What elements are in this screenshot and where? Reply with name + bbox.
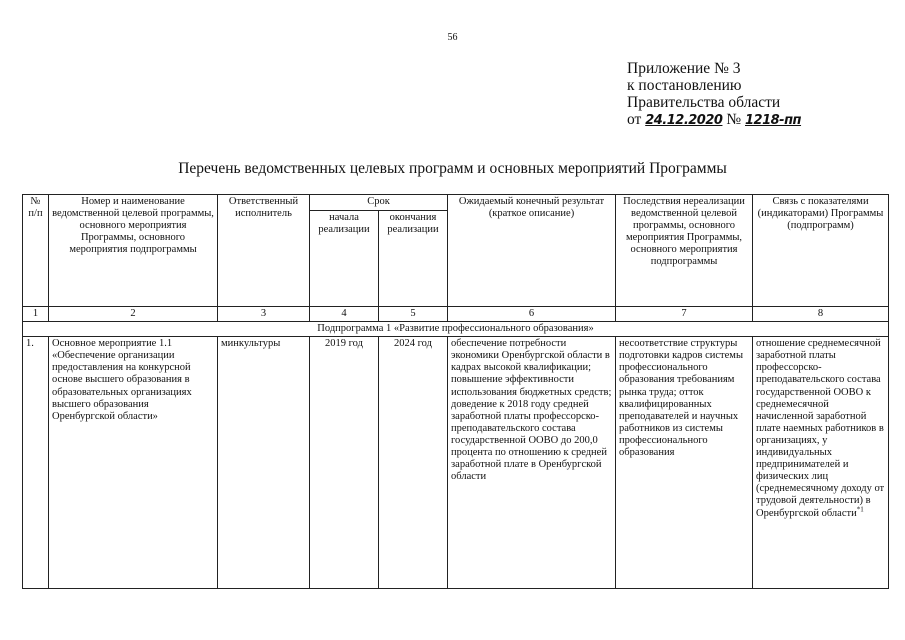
- link-text: отношение среднемесячной заработной платы профессорско-преподавательского состава государственной ООВО к среднемесячной начисленной заработной плате наемных работников в организациях, у индивидуальных предпринимателей и физических лиц (среднемесячному доходу от трудовой деятельности) в Оренбургской области: [756, 338, 885, 519]
- document-title: Перечень ведомственных целевых программ и основных мероприятий Программы: [178, 160, 727, 177]
- header-start: начала реализации: [310, 211, 379, 307]
- subprogram-title: Подпрограмма 1 «Развитие профессионального образования»: [23, 322, 889, 337]
- header-term: Срок: [310, 195, 448, 211]
- footnote-marker: *1: [856, 505, 864, 513]
- header-num: № п/п: [23, 195, 49, 307]
- cell-num: 1.: [23, 337, 49, 589]
- column-number: 6: [448, 307, 616, 322]
- column-number: 7: [616, 307, 753, 322]
- header-executor: Ответственный исполнитель: [218, 195, 310, 307]
- from-label: от: [627, 111, 642, 128]
- page-number: 56: [447, 32, 458, 43]
- number-label: №: [726, 111, 742, 128]
- header-row: [23, 195, 889, 211]
- cell-end: 2024 год: [379, 337, 448, 589]
- cell-name: Основное мероприятие 1.1 «Обеспечение организации предоставления на конкурсной основе высшего образования в образовательных организациях высшего образования Оренбургской области»: [49, 337, 218, 589]
- cell-consequences: несоответствие структуры подготовки кадров системы профессионального образования требованиям рынка труда; отток квалифицированных преподавателей и научных работников из системы профессионального образования: [616, 337, 753, 589]
- column-number: 3: [218, 307, 310, 322]
- column-number: 2: [49, 307, 218, 322]
- header-link: Связь с показателями (индикаторами) Программы (подпрограмм): [753, 195, 889, 307]
- cell-result: обеспечение потребности экономики Оренбургской области в кадрах высокой квалификации; повышение эффективности использования бюджетных средств; доведение к 2018 году средней заработной платы профессорско-преподавательского состава государственной ООВО до 200,0 процента по отношению к средней заработной плате в Оренбургской области: [448, 337, 616, 589]
- column-number: 4: [310, 307, 379, 322]
- appendix-line-1: Приложение № 3: [627, 60, 741, 77]
- handwritten-date: 24.12.2020: [645, 113, 723, 128]
- cell-link: [753, 337, 889, 589]
- appendix-line-2: к постановлению: [627, 77, 742, 94]
- header-consequences: Последствия нереализации ведомственной целевой программы, основного мероприятия Программы, основного мероприятия подпрограммы: [616, 195, 753, 307]
- column-number-row: [23, 307, 889, 322]
- appendix-line-3: Правительства области: [627, 94, 781, 111]
- appendix-line-4: [627, 111, 801, 129]
- subprogram-row: [23, 322, 889, 337]
- header-name: Номер и наименование ведомственной целевой программы, основного мероприятия Программы, основного мероприятия подпрограммы: [49, 195, 218, 307]
- column-number: 8: [753, 307, 889, 322]
- header-end: окончания реализации: [379, 211, 448, 307]
- column-number: 1: [23, 307, 49, 322]
- cell-start: 2019 год: [310, 337, 379, 589]
- handwritten-number: 1218-пп: [745, 113, 802, 128]
- appendix-header: [627, 60, 801, 129]
- cell-executor: минкультуры: [218, 337, 310, 589]
- header-result: Ожидаемый конечный результат (краткое описание): [448, 195, 616, 307]
- programs-table: [22, 194, 889, 589]
- table-row: [23, 337, 889, 589]
- column-number: 5: [379, 307, 448, 322]
